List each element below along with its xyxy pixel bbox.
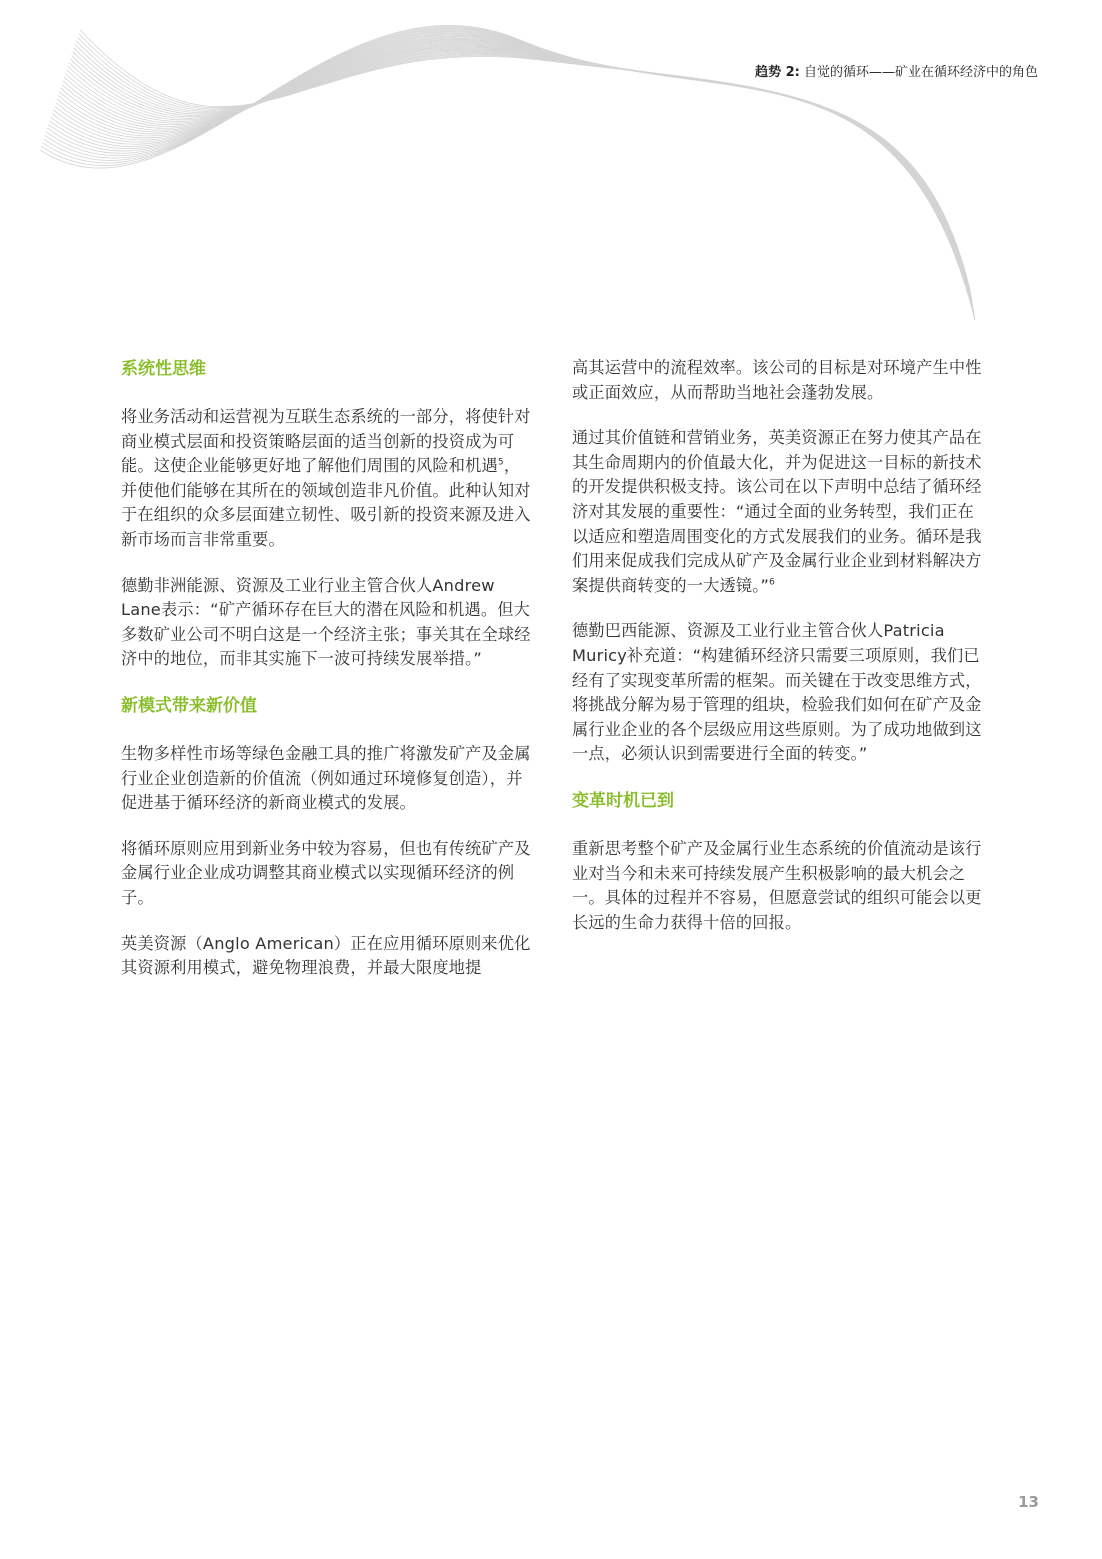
paragraph: 通过其价值链和营销业务，英美资源正在努力使其产品在其生命周期内的价值最大化，并为促进这一目标的新技术的开发提供积极支持。该公司在以下声明中总结了循环经济对其发展的重要性：“通过全面的业务转型，我们正在以适应和塑造周围变化的方式发展我们的业务。循环是我们用来促成我们完成从矿产及金属行业企业到材料解决方案提供商转变的一大透镜。”$^6$ — [572, 428, 982, 595]
wave-line — [70, 49, 971, 297]
wave-line — [65, 45, 971, 301]
paragraph: 生物多样性市场等绿色金融工具的推广将激发矿产及金属行业企业创造新的价值流（例如通过环境修复创造），并促进基于循环经济的新商业模式的发展。 — [121, 743, 531, 813]
paragraph: 英美资源（Anglo American）正在应用循环原则来优化其资源利用模式，避免物理浪费，并最大限度地提 — [121, 933, 531, 978]
paragraph: 德勤非洲能源、资源及工业行业主管合伙人Andrew Lane表示：“矿产循环存在巨大的潜在风险和机遇。但大多数矿业公司不明白这是一个经济主张；事关其在全球经济中的地位，而非其实施下一波可持续发展举措。” — [121, 575, 531, 669]
paragraph: 高其运营中的流程效率。该公司的目标是对环境产生中性或正面效应，从而帮助当地社会蓬勃发展。 — [572, 358, 982, 402]
wave-line — [72, 50, 972, 296]
wave-line — [69, 48, 971, 298]
wave-line — [73, 51, 971, 296]
wave-line — [67, 46, 972, 300]
paragraph: 将循环原则应用到新业务中较为容易，但也有传统矿产及金属行业企业成功调整其商业模式以实现循环经济的例子。 — [121, 838, 531, 907]
wave-line — [62, 43, 972, 304]
wave-line — [61, 42, 973, 305]
footnote-ref: 6 — [769, 577, 776, 588]
decorative-wave-lines — [0, 0, 1102, 330]
wave-line — [63, 44, 972, 303]
wave-line — [59, 41, 972, 306]
wave-line — [74, 48, 971, 294]
header-title: 自觉的循环——矿业在循环经济中的角色 — [803, 65, 1038, 80]
wave-line — [75, 45, 970, 294]
page-number: 13 — [1018, 1493, 1039, 1511]
footnote-ref: 5 — [497, 457, 504, 468]
running-header — [755, 61, 1038, 80]
heading-time-for-change: 变革时机已到 — [572, 790, 674, 811]
header-trend-label: 趋势 2: — [755, 65, 800, 80]
heading-systemic-thinking: 系统性思维 — [121, 359, 206, 379]
paragraph: 重新思考整个矿产及金属行业生态系统的价值流动是该行业对当今和未来可持续发展产生积极影响的最大机会之一。具体的过程并不容易，但愿意尝试的组织可能会以更长远的生命力获得十倍的回报。 — [572, 838, 982, 932]
left-column — [121, 356, 531, 1002]
paragraph: 德勤巴西能源、资源及工业行业主管合伙人Patricia Muricy补充道：“构建循环经济只需要三项原则，我们已经有了实现变革所需的框架。而关键在于改变思维方式，将挑战分解为易于管理的组块，检验我们如何在矿产及金属行业企业的各个层级应用这些原则。为了成功地做到这一点，必须认识到需要进行全面的转变。” — [572, 621, 982, 764]
wave-line — [64, 44, 972, 301]
right-column — [572, 356, 982, 956]
heading-new-models: 新模式带来新价值 — [121, 695, 257, 716]
paragraph: 将业务活动和运营视为互联生态系统的一部分，将使针对商业模式层面和投资策略层面的适当创新的投资成为可能。这使企业能够更好地了解他们周围的风险和机遇$^5$，并使他们能够在其所在的领域创造非凡价值。此种认知对于在组织的众多层面建立韧性、吸引新的投资来源及进入新市场而言非常重要。 — [121, 407, 531, 549]
wave-line — [68, 47, 972, 299]
